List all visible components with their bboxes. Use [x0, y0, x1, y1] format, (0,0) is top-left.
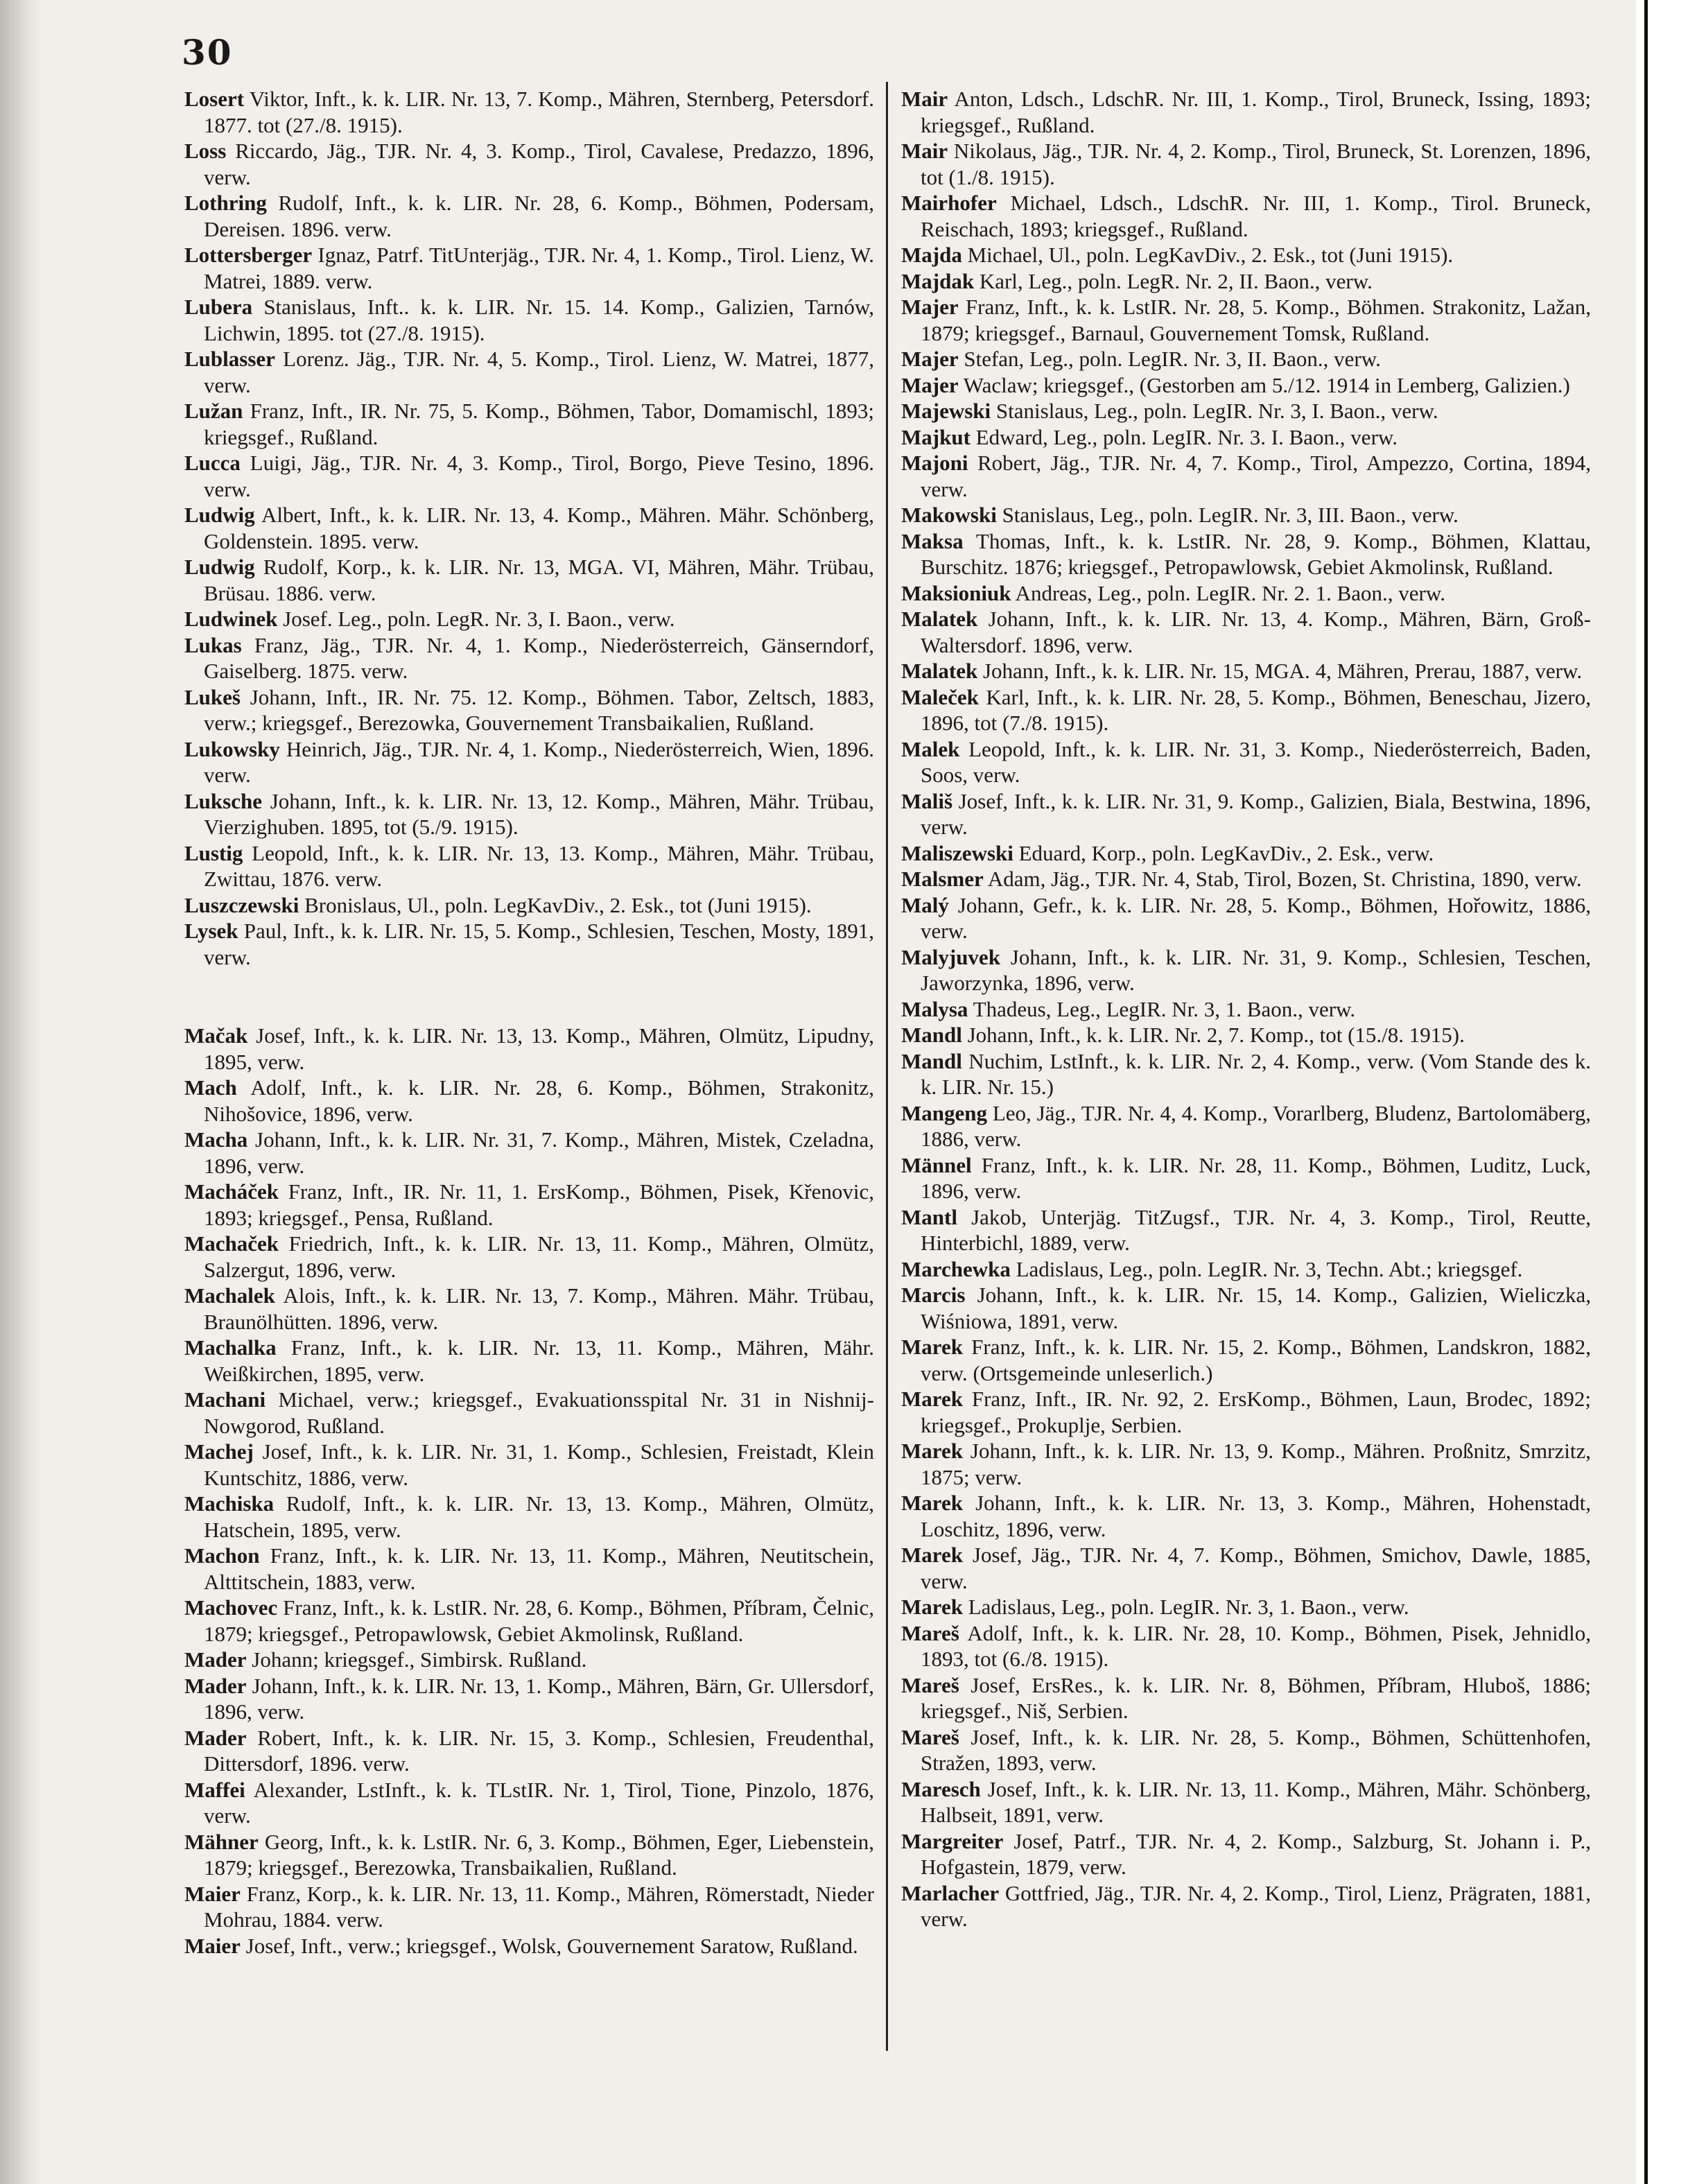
entry-details: Johann, Inft., k. k. LIR. Nr. 31, 9. Komp., Schlesien, Teschen, Jaworzynka, 1896, verw. [921, 944, 1591, 995]
register-entry [184, 502, 874, 554]
l-entries [184, 86, 874, 970]
register-entry [184, 398, 874, 450]
register-entry [184, 1387, 874, 1439]
binding-shadow [0, 0, 42, 2184]
register-entry [901, 736, 1591, 788]
register-entry [901, 996, 1591, 1023]
entry-surname: Margreiter [901, 1828, 1004, 1853]
entry-details: Karl, Inft., k. k. LIR. Nr. 28, 5. Komp., Böhmen, Beneschau, Jizero, 1896, tot (7./8. 1915). [921, 684, 1591, 735]
entry-details: Franz, Inft., IR. Nr. 92, 2. ErsKomp., Böhmen, Laun, Brodec, 1892; kriegsgef., Prokuplje, Serbien. [921, 1387, 1591, 1437]
register-entry [901, 86, 1591, 138]
entry-details: Johann, Gefr., k. k. LIR. Nr. 28, 5. Komp., Böhmen, Hořowitz, 1886, verw. [921, 892, 1591, 943]
entry-surname: Männel [901, 1152, 972, 1177]
entry-details: Riccardo, Jäg., TJR. Nr. 4, 3. Komp., Tirol, Cavalese, Predazzo, 1896, verw. [204, 139, 874, 189]
entry-surname: Malatek [901, 659, 978, 683]
entry-details: Lorenz. Jäg., TJR. Nr. 4, 5. Komp., Tirol. Lienz, W. Matrei, 1877, verw. [204, 347, 874, 397]
register-entry [901, 580, 1591, 607]
register-entry [901, 1282, 1591, 1334]
entry-surname: Loss [184, 139, 227, 163]
entry-details: Josef. Leg., poln. LegR. Nr. 3, I. Baon., verw. [277, 607, 675, 631]
entry-surname: Machalek [184, 1283, 275, 1308]
entry-details: Friedrich, Inft., k. k. LIR. Nr. 13, 11. Komp., Mähren, Olmütz, Salzergut, 1896, verw. [204, 1231, 874, 1282]
entry-details: Leopold, Inft., k. k. LIR. Nr. 13, 13. Komp., Mähren, Mähr. Trübau, Zwittau, 1876. verw. [204, 840, 874, 891]
entry-details: Josef, Inft., k. k. LIR. Nr. 13, 11. Komp., Mähren, Mähr. Schönberg, Halbseit, 1891, verw. [921, 1776, 1591, 1827]
register-entry [901, 1724, 1591, 1776]
entry-details: Franz, Korp., k. k. LIR. Nr. 13, 11. Komp., Mähren, Römerstadt, Nieder Mohrau, 1884. verw. [204, 1881, 874, 1932]
entry-details: Edward, Leg., poln. LegIR. Nr. 3. I. Baon., verw. [970, 424, 1398, 449]
entry-surname: Lukas [184, 632, 242, 657]
entry-surname: Majoni [901, 451, 968, 475]
register-entry [901, 1594, 1591, 1620]
entry-surname: Marek [901, 1595, 963, 1619]
register-entry [901, 1880, 1591, 1932]
entry-surname: Lublasser [184, 347, 275, 371]
entry-details: Johann, Inft., k. k. LIR. Nr. 15, 14. Komp., Galizien, Wieliczka, Wiśniowa, 1891, verw. [921, 1283, 1591, 1333]
entry-details: Gottfried, Jäg., TJR. Nr. 4, 2. Komp., Tirol, Lienz, Prägraten, 1881, verw. [921, 1880, 1591, 1931]
register-entry [901, 372, 1591, 399]
register-entry [901, 1152, 1591, 1204]
register-entry [901, 1776, 1591, 1828]
entry-surname: Lužan [184, 399, 243, 423]
entry-surname: Mareš [901, 1620, 959, 1645]
entry-details: Robert, Inft., k. k. LIR. Nr. 15, 3. Komp., Schlesien, Freudenthal, Dittersdorf, 1896. verw. [204, 1725, 874, 1776]
entry-surname: Maksioniuk [901, 580, 1011, 605]
entry-details: Josef, Inft., k. k. LIR. Nr. 28, 5. Komp., Böhmen, Schüttenhofen, Stražen, 1893, verw. [921, 1724, 1591, 1775]
register-entry [901, 138, 1591, 190]
register-entry [184, 1647, 874, 1673]
entry-details: Johann, Inft., k. k. LIR. Nr. 2, 7. Komp., tot (15./8. 1915). [961, 1023, 1465, 1047]
entry-details: Rudolf, Inft., k. k. LIR. Nr. 28, 6. Komp., Böhmen, Podersam, Dereisen. 1896. verw. [204, 191, 874, 241]
register-entry [901, 450, 1591, 502]
entry-surname: Mair [901, 87, 948, 111]
entry-details: Thadeus, Leg., LegIR. Nr. 3, 1. Baon., verw. [968, 996, 1356, 1021]
m-entries [184, 1023, 874, 1959]
register-entry [184, 346, 874, 398]
entry-surname: Majda [901, 243, 962, 267]
entry-surname: Machovec [184, 1595, 278, 1620]
entry-details: Franz, Inft., k. k. LIR. Nr. 13, 11. Komp., Mähren, Neutitschein, Alttitschein, 1883, verw. [204, 1543, 874, 1594]
entry-surname: Luksche [184, 788, 262, 813]
register-entry [901, 268, 1591, 295]
entry-details: Johann, Inft., k. k. LIR. Nr. 13, 4. Komp., Mähren, Bärn, Groß-Waltersdorf. 1896, verw. [921, 607, 1591, 657]
entry-surname: Lukeš [184, 684, 241, 709]
entry-surname: Majkut [901, 424, 971, 449]
entry-details: Leo, Jäg., TJR. Nr. 4, 4. Komp., Vorarlberg, Bludenz, Bartolomäberg, 1886, verw. [921, 1100, 1591, 1151]
register-entry [184, 554, 874, 606]
register-entry [184, 190, 874, 242]
entry-surname: Mareš [901, 1672, 959, 1697]
right-column [901, 86, 1591, 1932]
entry-details: Michael, Ldsch., LdschR. Nr. III, 1. Komp., Tirol. Bruneck, Reischach, 1893; kriegsgef., Rußland. [921, 191, 1591, 241]
entry-surname: Mališ [901, 788, 953, 813]
entry-surname: Mair [901, 139, 948, 163]
register-entry [184, 86, 874, 138]
entry-details: Franz, Inft., IR. Nr. 75, 5. Komp., Böhmen, Tabor, Domamischl, 1893; kriegsgef., Rußland. [204, 399, 874, 449]
entry-surname: Macha [184, 1127, 248, 1152]
register-entry [184, 1933, 874, 1959]
entry-details: Thomas, Inft., k. k. LstIR. Nr. 28, 9. Komp., Böhmen, Klattau, Burschitz. 1876; kriegsgef., Petropawlowsk, Gebiet Akmolinsk, Rußland. [921, 528, 1591, 579]
entry-surname: Lukowsky [184, 736, 280, 761]
entry-surname: Majewski [901, 399, 991, 423]
entry-surname: Marek [901, 1439, 963, 1463]
register-entry [901, 294, 1591, 346]
entry-details: Franz, Jäg., TJR. Nr. 4, 1. Komp., Niederösterreich, Gänserndorf, Gaiselberg. 1875. verw. [204, 632, 874, 683]
register-entry [901, 658, 1591, 684]
entry-surname: Maier [184, 1881, 241, 1906]
column-divider [886, 82, 888, 2051]
entry-surname: Macháček [184, 1179, 279, 1204]
entry-details: Johann, Inft., k. k. LIR. Nr. 13, 12. Komp., Mähren, Mähr. Trübau, Vierzighuben. 1895, tot (5./9. 1915). [204, 788, 874, 839]
entry-details: Stanislaus, Leg., poln. LegIR. Nr. 3, III. Baon., verw. [996, 503, 1459, 527]
entry-details: Josef, Inft., verw.; kriegsgef., Wolsk, Gouvernement Saratow, Rußland. [240, 1933, 858, 1958]
register-entry [901, 840, 1591, 867]
register-entry [184, 1673, 874, 1725]
entry-details: Johann, Inft., IR. Nr. 75. 12. Komp., Böhmen. Tabor, Zeltsch, 1883, verw.; kriegsgef., Berezowka, Gouvernement Transbaikalien, Rußland. [204, 684, 874, 735]
register-entry [901, 502, 1591, 528]
entry-details: Stefan, Leg., poln. LegIR. Nr. 3, II. Baon., verw. [958, 347, 1381, 371]
entry-details: Adolf, Inft., k. k. LIR. Nr. 28, 6. Komp., Böhmen, Strakonitz, Nihošovice, 1896, verw. [204, 1075, 874, 1126]
entry-surname: Machani [184, 1387, 266, 1412]
entry-surname: Mader [184, 1673, 247, 1698]
entry-surname: Mader [184, 1725, 247, 1750]
entry-surname: Majdak [901, 268, 975, 293]
register-entry [901, 1542, 1591, 1594]
register-entry [901, 1490, 1591, 1542]
register-entry [184, 632, 874, 684]
entry-surname: Lysek [184, 919, 238, 943]
register-entry [901, 944, 1591, 996]
entry-details: Rudolf, Inft., k. k. LIR. Nr. 13, 13. Komp., Mähren, Olmütz, Hatschein, 1895, verw. [204, 1491, 874, 1542]
entry-surname: Marchewka [901, 1256, 1011, 1281]
entry-details: Luigi, Jäg., TJR. Nr. 4, 3. Komp., Tirol, Borgo, Pieve Tesino, 1896. verw. [204, 451, 874, 501]
entry-surname: Mader [184, 1647, 247, 1672]
entry-surname: Lucca [184, 451, 241, 475]
entry-details: Johann, Inft., k. k. LIR. Nr. 13, 3. Komp., Mähren, Hohenstadt, Loschitz, 1896, verw. [921, 1491, 1591, 1541]
entry-details: Adolf, Inft., k. k. LIR. Nr. 28, 10. Komp., Böhmen, Pisek, Jehnidlo, 1893, tot (6./8. 1915). [921, 1620, 1591, 1671]
register-entry [901, 866, 1591, 892]
register-entry [901, 1100, 1591, 1152]
entry-details: Stanislaus, Leg., poln. LegIR. Nr. 3, I. Baon., verw. [991, 399, 1438, 423]
entry-surname: Mähner [184, 1829, 259, 1854]
register-entry [901, 1620, 1591, 1672]
register-entry [184, 840, 874, 892]
entry-surname: Marek [901, 1335, 963, 1359]
entry-details: Franz, Inft., k. k. LIR. Nr. 13, 11. Komp., Mähren, Mähr. Weißkirchen, 1895, verw. [204, 1335, 874, 1386]
entry-surname: Marek [901, 1387, 963, 1411]
entry-details: Franz, Inft., k. k. LIR. Nr. 15, 2. Komp., Böhmen, Landskron, 1882, verw. (Ortsgemeinde unleserlich.) [921, 1335, 1591, 1385]
register-entry [184, 606, 874, 632]
register-entry [901, 684, 1591, 736]
register-entry [901, 346, 1591, 372]
entry-surname: Malysa [901, 996, 968, 1021]
register-entry [901, 1672, 1591, 1724]
section-gap [184, 970, 874, 1023]
entry-surname: Ludwinek [184, 607, 278, 631]
entry-surname: Ludwig [184, 503, 255, 527]
register-entry [184, 1283, 874, 1335]
entry-details: Franz, Inft., k. k. LIR. Nr. 28, 11. Komp., Böhmen, Luditz, Luck, 1896, verw. [921, 1152, 1591, 1203]
register-entry [184, 736, 874, 788]
entry-surname: Majer [901, 295, 959, 319]
entry-details: Paul, Inft., k. k. LIR. Nr. 15, 5. Komp., Schlesien, Teschen, Mosty, 1891, verw. [204, 919, 874, 969]
entry-surname: Machaček [184, 1231, 279, 1256]
entry-surname: Maffei [184, 1777, 245, 1802]
register-entry [184, 892, 874, 919]
register-entry [184, 918, 874, 970]
register-entry [184, 1127, 874, 1179]
entry-details: Josef, Inft., k. k. LIR. Nr. 13, 13. Komp., Mähren, Olmütz, Lipudny, 1895, verw. [204, 1023, 874, 1074]
entry-details: Georg, Inft., k. k. LstIR. Nr. 6, 3. Komp., Böhmen, Eger, Liebenstein, 1879; kriegsgef., Berezowka, Transbaikalien, Rußland. [204, 1829, 874, 1880]
entry-details: Franz, Inft., k. k. LstIR. Nr. 28, 6. Komp., Böhmen, Příbram, Čelnic, 1879; kriegsgef., Petropawlowsk, Gebiet Akmolinsk, Rußland. [204, 1595, 874, 1646]
register-entry [184, 1881, 874, 1933]
page-number: 30 [182, 32, 233, 73]
entry-details: Leopold, Inft., k. k. LIR. Nr. 31, 3. Komp., Niederösterreich, Baden, Soos, verw. [921, 736, 1591, 787]
register-entry [901, 1022, 1591, 1048]
entry-surname: Malatek [901, 607, 978, 631]
entry-surname: Maier [184, 1933, 241, 1958]
entry-surname: Machalka [184, 1335, 277, 1360]
entry-surname: Lubera [184, 295, 253, 319]
entry-surname: Mairhofer [901, 191, 997, 215]
register-entry [184, 242, 874, 294]
register-entry [901, 1256, 1591, 1283]
register-entry [901, 1828, 1591, 1880]
entry-surname: Marek [901, 1543, 963, 1567]
entry-surname: Malyjuvek [901, 944, 1000, 969]
entry-surname: Mandl [901, 1023, 962, 1047]
register-entry [184, 1075, 874, 1127]
register-entry [901, 1334, 1591, 1386]
entry-details: Johann, Inft., k. k. LIR. Nr. 15, MGA. 4, Mähren, Prerau, 1887, verw. [977, 659, 1583, 683]
entry-details: Alois, Inft., k. k. LIR. Nr. 13, 7. Komp., Mähren. Mähr. Trübau, Braunölhütten. 1896, verw. [204, 1283, 874, 1334]
entry-details: Waclaw; kriegsgef., (Gestorben am 5./12. 1914 in Lemberg, Galizien.) [958, 372, 1570, 397]
entry-surname: Maleček [901, 684, 979, 709]
entry-surname: Lothring [184, 191, 267, 215]
register-entry [184, 1231, 874, 1283]
entry-surname: Mačak [184, 1023, 248, 1048]
register-entry [901, 242, 1591, 268]
entry-details: Alexander, LstInft., k. k. TLstIR. Nr. 1, Tirol, Tione, Pinzolo, 1876, verw. [204, 1777, 874, 1828]
m-entries-continued [901, 86, 1591, 1932]
entry-surname: Makowski [901, 503, 997, 527]
entry-details: Michael, Ul., poln. LegKavDiv., 2. Esk., tot (Juni 1915). [961, 243, 1454, 267]
entry-details: Josef, Inft., k. k. LIR. Nr. 31, 1. Komp., Schlesien, Freistadt, Klein Kuntschitz, 1886, verw. [204, 1439, 874, 1490]
entry-details: Johann, Inft., k. k. LIR. Nr. 31, 7. Komp., Mähren, Mistek, Czeladna, 1896, verw. [204, 1127, 874, 1178]
entry-details: Andreas, Leg., poln. LegIR. Nr. 2. 1. Baon., verw. [1011, 580, 1445, 605]
entry-details: Stanislaus, Inft.. k. k. LIR. Nr. 15. 14. Komp., Galizien, Tarnów, Lichwin, 1895. tot (27./8. 1915). [204, 295, 874, 345]
entry-details: Heinrich, Jäg., TJR. Nr. 4, 1. Komp., Niederösterreich, Wien, 1896. verw. [204, 736, 874, 787]
register-entry [184, 138, 874, 190]
entry-surname: Machon [184, 1543, 260, 1568]
entry-surname: Lustig [184, 840, 243, 865]
entry-details: Johann, Inft., k. k. LIR. Nr. 13, 9. Komp., Mähren. Proßnitz, Smrzitz, 1875; verw. [921, 1439, 1591, 1489]
register-entry [901, 892, 1591, 944]
register-entry [901, 1204, 1591, 1256]
entry-details: Karl, Leg., poln. LegR. Nr. 2, II. Baon., verw. [974, 268, 1373, 293]
entry-surname: Luszczewski [184, 892, 299, 917]
register-entry [184, 1595, 874, 1647]
entry-surname: Maliszewski [901, 840, 1013, 865]
register-entry [901, 398, 1591, 424]
entry-surname: Maresch [901, 1776, 981, 1801]
entry-surname: Malý [901, 892, 949, 917]
register-entry [184, 1543, 874, 1595]
register-entry [901, 528, 1591, 580]
register-entry [901, 1048, 1591, 1100]
entry-details: Jakob, Unterjäg. TitZugsf., TJR. Nr. 4, 3. Komp., Tirol, Reutte, Hinterbichl, 1889, verw. [921, 1204, 1591, 1255]
entry-surname: Mareš [901, 1724, 959, 1749]
entry-details: Nikolaus, Jäg., TJR. Nr. 4, 2. Komp., Tirol, Bruneck, St. Lorenzen, 1896, tot (1./8. 1915). [921, 139, 1591, 189]
register-entry [184, 684, 874, 736]
register-entry [901, 606, 1591, 658]
entry-surname: Malek [901, 736, 960, 761]
entry-surname: Lottersberger [184, 243, 313, 267]
page-edge-line [1644, 0, 1648, 2184]
entry-details: Ladislaus, Leg., poln. LegIR. Nr. 3, 1. Baon., verw. [962, 1595, 1409, 1619]
register-entry [184, 1179, 874, 1231]
entry-details: Franz, Inft., k. k. LstIR. Nr. 28, 5. Komp., Böhmen. Strakonitz, Lažan, 1879; kriegsgef., Barnaul, Gouvernement Tomsk, Rußland. [921, 295, 1591, 345]
entry-surname: Machej [184, 1439, 254, 1464]
entry-details: Albert, Inft., k. k. LIR. Nr. 13, 4. Komp., Mähren. Mähr. Schönberg, Goldenstein. 1895. verw. [204, 503, 874, 553]
register-entry [901, 424, 1591, 451]
entry-surname: Malsmer [901, 867, 984, 891]
entry-details: Viktor, Inft., k. k. LIR. Nr. 13, 7. Komp., Mähren, Sternberg, Petersdorf. 1877. tot (27./8. 1915). [204, 87, 874, 137]
register-entry [184, 1829, 874, 1881]
register-entry [901, 788, 1591, 840]
entry-surname: Marcis [901, 1283, 966, 1307]
register-entry [184, 1023, 874, 1075]
entry-details: Robert, Jäg., TJR. Nr. 4, 7. Komp., Tirol, Ampezzo, Cortina, 1894, verw. [921, 451, 1591, 501]
entry-details: Johann; kriegsgef., Simbirsk. Rußland. [246, 1647, 587, 1672]
register-entry [184, 1725, 874, 1777]
entry-surname: Mandl [901, 1048, 962, 1073]
register-entry [184, 294, 874, 346]
entry-details: Ignaz, Patrf. TitUnterjäg., TJR. Nr. 4, 1. Komp., Tirol. Lienz, W. Matrei, 1889. verw. [204, 243, 874, 293]
entry-details: Anton, Ldsch., LdschR. Nr. III, 1. Komp., Tirol, Bruneck, Issing, 1893; kriegsgef., Rußland. [921, 87, 1591, 137]
register-entry [184, 450, 874, 502]
entry-surname: Majer [901, 347, 959, 371]
entry-details: Johann, Inft., k. k. LIR. Nr. 13, 1. Komp., Mähren, Bärn, Gr. Ullersdorf, 1896, verw. [204, 1673, 874, 1724]
register-entry [184, 1491, 874, 1543]
entry-details: Nuchim, LstInft., k. k. LIR. Nr. 2, 4. Komp., verw. (Vom Stande des k. k. LIR. Nr. 15.) [921, 1048, 1591, 1099]
left-column [184, 86, 874, 1959]
entry-surname: Mantl [901, 1204, 957, 1229]
entry-details: Josef, Patrf., TJR. Nr. 4, 2. Komp., Salzburg, St. Johann i. P., Hofgastein, 1879, verw. [921, 1828, 1591, 1879]
entry-surname: Ludwig [184, 555, 255, 579]
entry-surname: Losert [184, 87, 245, 111]
entry-details: Josef, Jäg., TJR. Nr. 4, 7. Komp., Böhmen, Smichov, Dawle, 1885, verw. [921, 1543, 1591, 1593]
entry-details: Rudolf, Korp., k. k. LIR. Nr. 13, MGA. VI, Mähren, Mähr. Trübau, Brüsau. 1886. verw. [204, 555, 874, 605]
register-entry [901, 190, 1591, 242]
entry-surname: Marek [901, 1491, 963, 1515]
register-entry [184, 1777, 874, 1829]
entry-surname: Machiska [184, 1491, 275, 1516]
entry-surname: Maksa [901, 528, 964, 553]
entry-details: Michael, verw.; kriegsgef., Evakuationsspital Nr. 31 in Nishnij-Nowgorod, Rußland. [204, 1387, 874, 1438]
entry-surname: Marlacher [901, 1880, 1000, 1905]
register-entry [184, 1335, 874, 1387]
entry-details: Franz, Inft., IR. Nr. 11, 1. ErsKomp., Böhmen, Pisek, Křenovic, 1893; kriegsgef., Pensa, Rußland. [204, 1179, 874, 1230]
entry-details: Bronislaus, Ul., poln. LegKavDiv., 2. Esk., tot (Juni 1915). [299, 892, 812, 917]
register-entry [184, 1439, 874, 1491]
entry-details: Josef, Inft., k. k. LIR. Nr. 31, 9. Komp., Galizien, Biala, Bestwina, 1896, verw. [921, 788, 1591, 839]
entry-details: Adam, Jäg., TJR. Nr. 4, Stab, Tirol, Bozen, St. Christina, 1890, verw. [983, 867, 1582, 891]
entry-details: Eduard, Korp., poln. LegKavDiv., 2. Esk., verw. [1013, 840, 1434, 865]
entry-surname: Mach [184, 1075, 237, 1100]
entry-details: Ladislaus, Leg., poln. LegIR. Nr. 3, Techn. Abt.; kriegsgef. [1010, 1256, 1523, 1281]
register-entry [901, 1438, 1591, 1490]
entry-surname: Majer [901, 372, 959, 397]
entry-surname: Mangeng [901, 1100, 987, 1125]
register-entry [184, 788, 874, 840]
register-entry [901, 1386, 1591, 1438]
entry-details: Josef, ErsRes., k. k. LIR. Nr. 8, Böhmen, Příbram, Hluboš, 1886; kriegsgef., Niš, Serbien. [921, 1672, 1591, 1723]
